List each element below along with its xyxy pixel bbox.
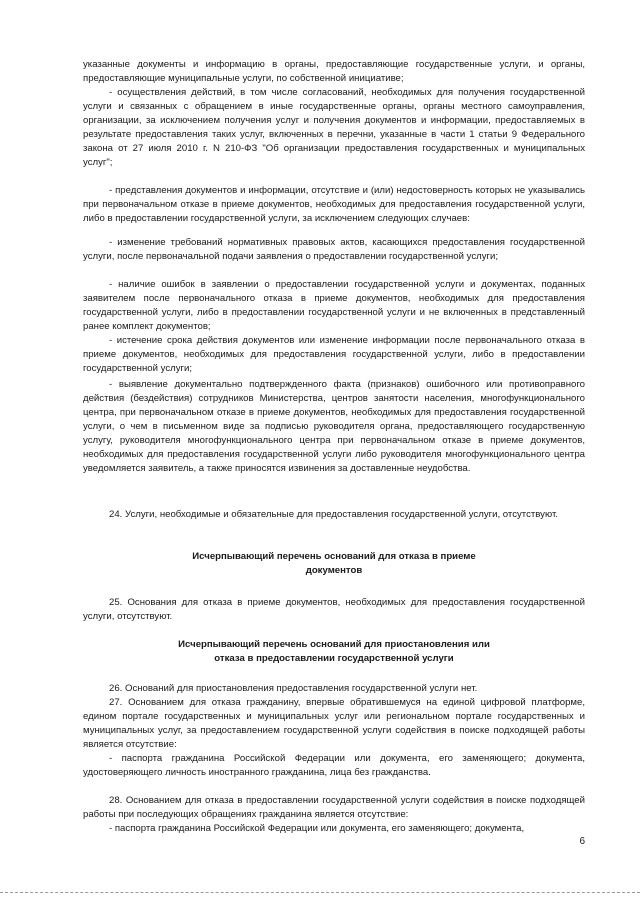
list-item-requirements-change: - изменение требований нормативных правовых актов, касающихся предоставления государственной услуги, после первоначальной подачи заявления о предоставлении государственной услуги; [83,237,585,262]
paragraph-24: 24. Услуги, необходимые и обязательные для предоставления государственной услуги, отсутствуют. [109,509,558,520]
paragraph-27: 27. Основанием для отказа гражданину, впервые обратившемуся на единой цифровой платформе, едином портале государственных и муниципальных услуг или региональном портале государственных и муниципальных услуг, за предоставлением государственной услуги содействия в поиске подходящей работы является отсутствие: [83,697,585,750]
list-item-misconduct: - выявление документально подтвержденного факта (признаков) ошибочного или противоправного действия (бездействия) сотрудников Министерства, центров занятости населения, многофункционального центра, при первоначальном отказе в приеме документов, необходимых для предоставления государственной услуги, о чем в письменном виде за подписью руководителя органа, предоставляющего государственную услугу, руководителя многофункционального центра при первоначальном отказе в приеме документов, необходимых для предоставления государственной услуги либо руководителя многофункционального центра уведомляется заявитель, а также приносятся извинения за доставленные неудобства. [83,379,585,474]
page-number: 6 [579,836,585,847]
paragraph-26: 26. Оснований для приостановления предоставления государственной услуги нет. [109,683,478,694]
heading-line: документов [305,565,363,576]
paragraph-continuation: указанные документы и информацию в органы, предоставляющие государственные услуги, и органы, предоставляющие муниципальные услуги, по собственной инициативе; [83,59,585,84]
paragraph-25: 25. Основания для отказа в приеме документов, необходимых для предоставления государственной услуги, отсутствуют. [83,597,585,622]
section-heading-suspension [83,638,585,666]
heading-line: отказа в предоставлении государственной услуги [214,653,454,664]
list-item-passport: - паспорта гражданина Российской Федерации или документа, его заменяющего; документа, удостоверяющего личность иностранного гражданина, лица без гражданства. [83,753,585,778]
section-heading-refusal [83,550,585,578]
heading-line: Исчерпывающий перечень оснований для отказа в приеме [192,551,476,562]
paragraph-actions: - осуществления действий, в том числе согласований, необходимых для получения государственной услуги и связанных с обращением в иные государственные органы, органы местного самоуправления, организации, за исключением получения услуг и получения документов и информации, предоставляемых в результате предоставления таких услуг, включенных в перечни, указанные в части 1 статьи 9 Федерального закона от 27 июля 2010 г. N 210-ФЗ "Об организации предоставления государственных и муниципальных услуг"; [83,87,585,168]
scan-edge-rule [0,892,640,893]
paragraph-documents: - представления документов и информации, отсутствие и (или) недостоверность которых не указывались при первоначальном отказе в приеме документов, необходимых для предоставления государственной услуги, либо в предоставлении государственной услуги, за исключением следующих случаев: [83,185,585,224]
list-item-errors: - наличие ошибок в заявлении о предоставлении государственной услуги и документах, поданных заявителем после первоначального отказа в приеме документов, необходимых для предоставления государственной услуги, либо в предоставлении государственной услуги и не включенных в представленный ранее комплект документов; [83,279,585,332]
heading-line: Исчерпывающий перечень оснований для приостановления или [178,639,490,650]
list-item-expiry: - истечение срока действия документов или изменение информации после первоначального отказа в приеме документов, необходимых для предоставления государственной услуги, либо в предоставлении государственной услуги; [83,335,585,374]
list-item-passport-continued: - паспорта гражданина Российской Федерации или документа, его заменяющего; документа, [109,823,525,834]
paragraph-28: 28. Основанием для отказа в предоставлении государственной услуги содействия в поиске подходящей работы при последующих обращениях гражданина является отсутствие: [83,795,585,820]
